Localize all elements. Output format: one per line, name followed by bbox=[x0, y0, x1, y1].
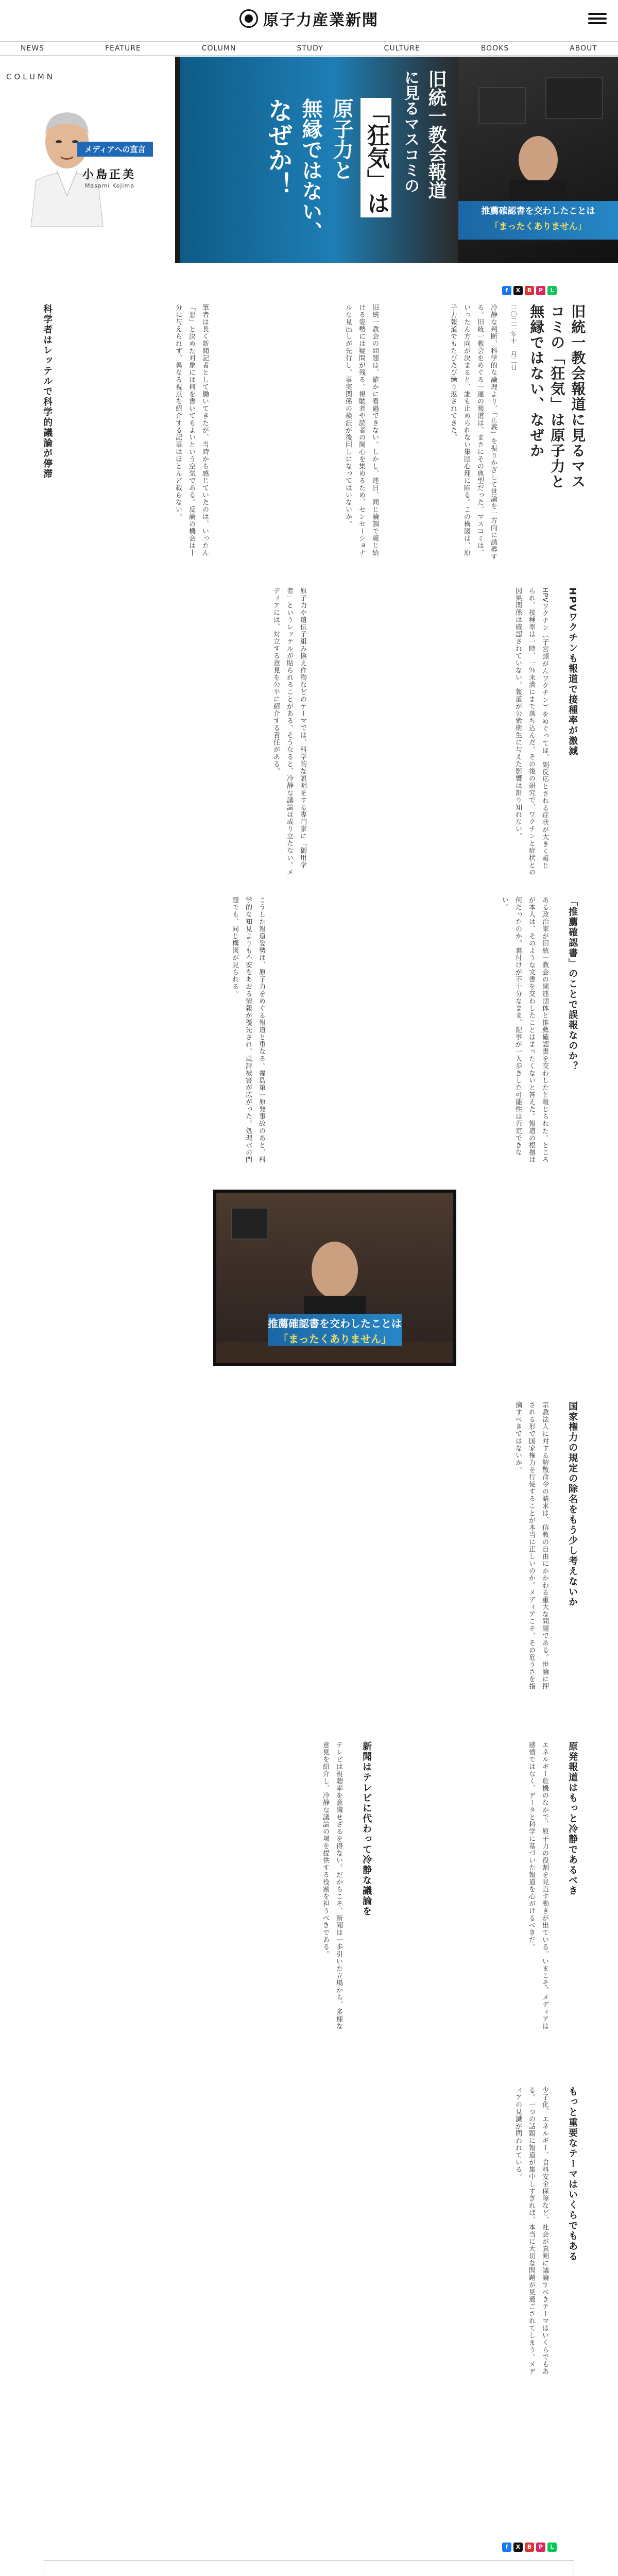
line-share-icon[interactable]: L bbox=[547, 286, 557, 295]
hero-photo-caption-line1: 推薦確認書を交わしたことは bbox=[481, 206, 595, 216]
site-header bbox=[0, 0, 618, 56]
column-tag: メディアへの直言 bbox=[77, 142, 153, 157]
logo-text: 原子力産業新聞 bbox=[263, 11, 379, 29]
logo-mark-icon bbox=[239, 9, 258, 28]
hero-banner bbox=[0, 57, 618, 263]
line-share-icon[interactable]: L bbox=[547, 2543, 557, 2552]
article-heading-5: 原発報道はもっと冷静であるべき bbox=[567, 1741, 578, 1896]
article-paragraph-9: テレビは視聴率を意識せざるを得ない。だからこそ、新聞は一歩引いた立場から、多様な意見を紹介し、冷静な議論の場を提供する役割を担うべきである。 bbox=[321, 1741, 342, 2030]
article-paragraph-1: 旧統一教会の問題は、確かに看過できない。しかし、連日、同じ論調で報じ続ける姿勢には疑問が残る。視聴者や読者の関心を集めるため、センセーショナルな見出しが先行し、事実関係の検証が後回しになってはいないか。 bbox=[344, 304, 379, 556]
share-bar-bottom bbox=[502, 2543, 557, 2552]
article-heading-6: 新聞はテレビに代わって冷静な議論を bbox=[361, 1741, 372, 1917]
site-logo[interactable] bbox=[221, 7, 397, 30]
hero-title-line4: 原子力と bbox=[330, 98, 353, 180]
article-title: 旧統一教会報道に見るマスコミの「狂気」は原子力と無縁ではない、なぜか bbox=[528, 304, 587, 489]
article-heading-1: 「推薦確認書」のことで誤報なのか？ bbox=[567, 896, 578, 1072]
nav-culture[interactable]: CULTURE bbox=[384, 44, 420, 53]
hero-title-line2: に見るマスコミの bbox=[401, 70, 419, 193]
article-paragraph-8: エネルギー危機のなかで、原子力の役割を見直す動きが出ている。いまこそ、メディアは感情ではなく、データと科学に基づいた報道を心がけるべきだ。 bbox=[527, 1741, 548, 2030]
bookmark-share-icon[interactable]: B bbox=[525, 2543, 534, 2552]
nav-study[interactable]: STUDY bbox=[297, 44, 323, 53]
article-photo-caption bbox=[268, 1314, 402, 1346]
article-paragraph-3: ある政治家が旧統一教会の関連団体と推薦確認書を交わしたと報じられた。ところが本人は、そのような文書を交わしたことはまったくないと答えた。報道の根拠は何だったのか。裏付けが不十分なまま、記事が一人歩きした可能性は否定できない。 bbox=[501, 896, 548, 1163]
hero-press-photo bbox=[458, 57, 618, 263]
nav-about[interactable]: ABOUT bbox=[570, 44, 597, 53]
article-paragraph-2: 筆者は長く新聞記者として働いてきたが、当時から感じていたのは、いったん「悪」と決めた対象には何を書いてもよいという空気である。反論の機会は十分に与えられず、異なる視点を紹介する記事はほとんど載らない。 bbox=[174, 304, 209, 556]
nav-books[interactable]: BOOKS bbox=[480, 44, 509, 53]
author-name-en: Masami Kojima bbox=[85, 182, 134, 189]
profile-portrait bbox=[75, 2571, 178, 2576]
article-photo-caption-line2: 「まったくありません」 bbox=[278, 1333, 391, 1345]
hero-title-line1: 旧統一教会報道 bbox=[425, 70, 447, 199]
hero-title-panel bbox=[180, 57, 458, 263]
article-paragraph-5: HPVワクチン（子宮頸がんワクチン）をめぐっては、副反応とされる症状が大きく報じられ、接種率は一時、一％未満にまで落ち込んだ。その後の研究で、ワクチンと症状との因果関係は確認されていない。報道が公衆衛生に与えた影響は計り知れない。 bbox=[514, 587, 548, 876]
article-press-photo bbox=[216, 1193, 453, 1363]
nav-feature[interactable]: FEATURE bbox=[105, 44, 141, 53]
x-share-icon[interactable]: X bbox=[513, 2543, 523, 2552]
article-heading-2: HPVワクチンも報道で接種率が激減 bbox=[567, 587, 578, 757]
hero-author-panel bbox=[0, 57, 175, 263]
article-paragraph-10: 少子化、エネルギー、食料安全保障など、社会が真剣に議論すべきテーマはいくらでもある。一つの話題に報道が集中しすぎれば、本当に大切な問題が見過ごされてしまう。メディアの見識が問われている。 bbox=[514, 2087, 548, 2375]
article-heading-3: 科学者はレッテルで科学的議論が停滞 bbox=[42, 304, 53, 479]
hero-title-line5: 無縁ではない、 bbox=[299, 98, 322, 242]
x-share-icon[interactable]: X bbox=[513, 286, 523, 295]
bookmark-share-icon[interactable]: B bbox=[525, 286, 534, 295]
article-paragraph-6: 原子力や遺伝子組み換え作物などのテーマでは、科学的な説明をする専門家に「御用学者」というレッテルが貼られることがある。そうなると、冷静な議論は成り立たない。メディアには、対立する意見を公平に紹介する責任がある。 bbox=[272, 587, 306, 876]
article-paragraph-4: こうした報道姿勢は、原子力をめぐる報道と重なる。福島第一原発事故のあと、科学的な知見よりも不安をあおる情報が優先され、風評被害が広がった。処理水の問題でも、同じ構図が見られる。 bbox=[231, 896, 265, 1163]
article-body bbox=[21, 299, 597, 2555]
facebook-share-icon[interactable]: f bbox=[502, 286, 511, 295]
pocket-share-icon[interactable]: P bbox=[536, 2543, 545, 2552]
author-portrait bbox=[21, 93, 113, 227]
hero-photo-caption bbox=[458, 201, 618, 240]
column-label: COLUMN bbox=[6, 72, 56, 81]
share-bar-top bbox=[502, 286, 557, 295]
hero-photo-caption-line2: 「まったくありません」 bbox=[490, 222, 587, 232]
hamburger-menu-icon[interactable] bbox=[588, 10, 607, 26]
hero-title-line3: 「狂気」は bbox=[360, 98, 391, 217]
nav-column[interactable]: COLUMN bbox=[201, 44, 236, 53]
nav-news[interactable]: NEWS bbox=[21, 44, 45, 53]
article-heading-4: 国家権力の規定の除名をもう少し考えないか bbox=[567, 1401, 578, 1607]
article-photo-caption-line1: 推薦確認書を交わしたことは bbox=[268, 1317, 402, 1330]
main-nav bbox=[0, 41, 618, 56]
article-heading-7: もっと重要なテーマはいくらでもある bbox=[567, 2087, 578, 2262]
article-paragraph-7: 宗教法人に対する解散命令の請求は、信教の自由にかかわる重大な問題である。世論に押される形で国家権力を行使することが本当に正しいのか。メディアこそ、その危うさを指摘すべきではないか。 bbox=[514, 1401, 548, 1690]
article-intro: 冷静な判断、科学的な論理より、「正義」を振りかざして世論を一方向に誘導する。旧統一教会をめぐる一連の報道は、まさにその典型だった。マスコミは、いったん方向が決まると、誰も止められない集団心理に陥る。この構図は、原子力報道でもたびたび繰り返されてきた。 bbox=[449, 304, 497, 561]
hero-title-line6: なぜか！ bbox=[264, 98, 293, 197]
article-date: 二〇二二年十一月二日 bbox=[510, 304, 517, 371]
pocket-share-icon[interactable]: P bbox=[536, 286, 545, 295]
facebook-share-icon[interactable]: f bbox=[502, 2543, 511, 2552]
author-name: 小島正美 bbox=[82, 168, 136, 181]
author-profile bbox=[44, 2561, 574, 2576]
